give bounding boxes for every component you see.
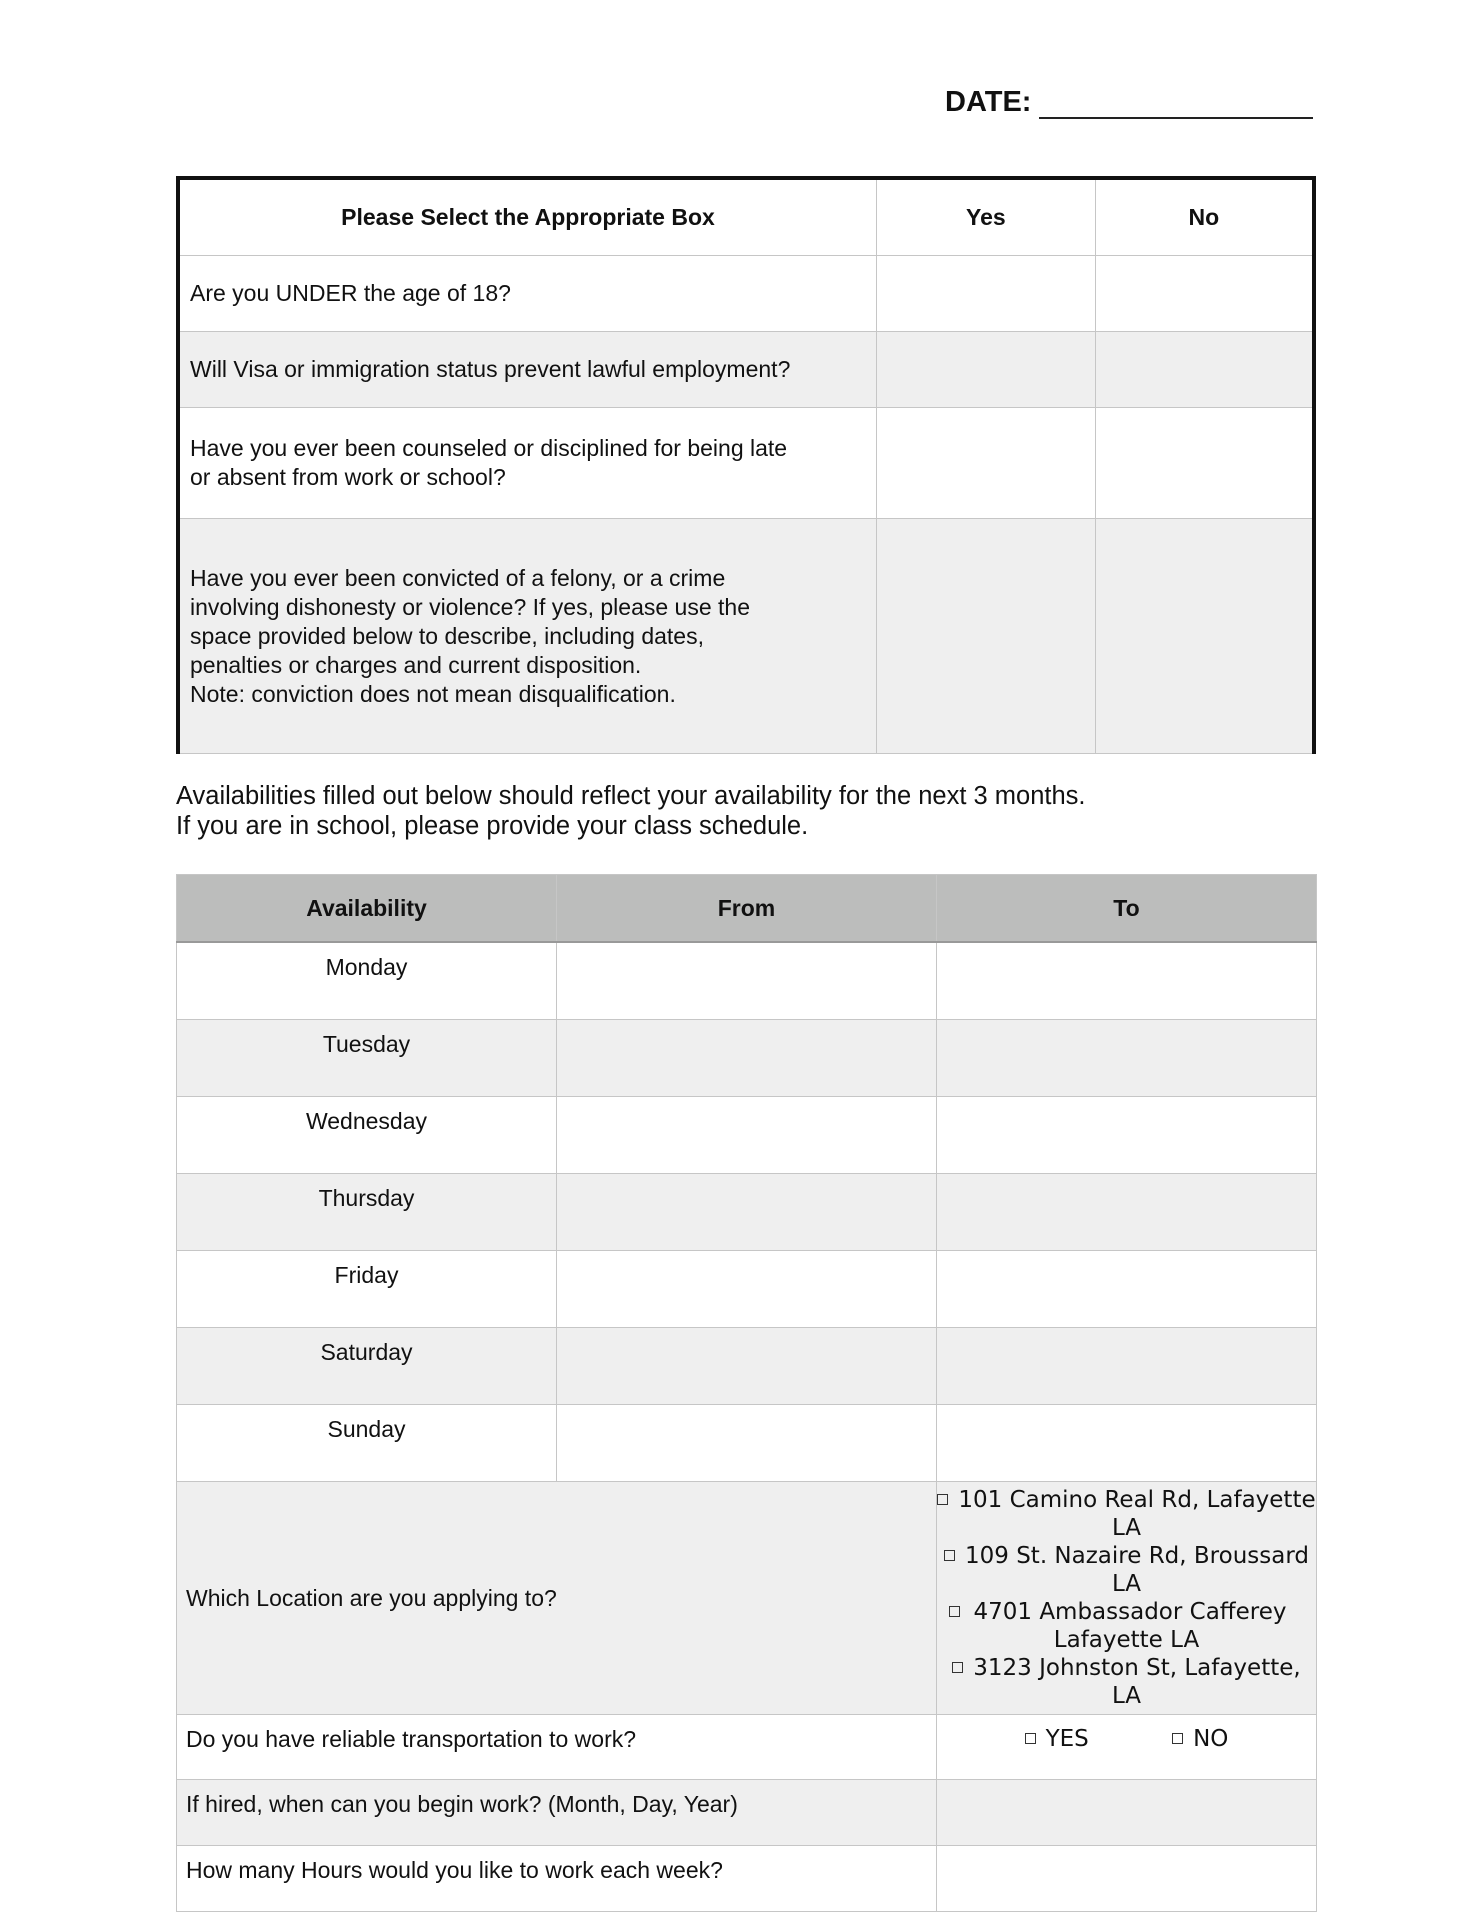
screening-row-age <box>178 256 1314 332</box>
from-cell[interactable] <box>557 942 937 1020</box>
checkbox-icon[interactable] <box>937 1494 948 1505</box>
answer-yes-cell[interactable] <box>877 332 1096 408</box>
date-field <box>945 86 1313 119</box>
answer-yes-cell[interactable] <box>877 256 1096 332</box>
question-attendance: Have you ever been counseled or disciplined for being late or absent from work or school? <box>178 408 877 519</box>
screening-header-yes: Yes <box>877 178 1096 256</box>
transportation-row <box>177 1715 1317 1780</box>
day-row-tuesday <box>177 1020 1317 1097</box>
day-row-wednesday <box>177 1097 1317 1174</box>
start-date-cell[interactable] <box>937 1780 1317 1846</box>
from-header: From <box>557 875 937 943</box>
day-row-friday <box>177 1251 1317 1328</box>
to-cell[interactable] <box>937 1405 1317 1482</box>
from-cell[interactable] <box>557 1328 937 1405</box>
checkbox-icon[interactable] <box>949 1606 960 1617</box>
to-cell[interactable] <box>937 1020 1317 1097</box>
screening-row-attendance <box>178 408 1314 519</box>
transportation-options <box>937 1715 1317 1780</box>
day-label: Saturday <box>177 1328 557 1405</box>
start-date-question: If hired, when can you begin work? (Month, Day, Year) <box>177 1780 937 1846</box>
location-option[interactable]: 101 Camino Real Rd, Lafayette LA <box>937 1486 1316 1542</box>
day-row-sunday <box>177 1405 1317 1482</box>
day-label: Wednesday <box>177 1097 557 1174</box>
hours-row <box>177 1846 1317 1912</box>
location-row <box>177 1482 1317 1715</box>
location-option[interactable]: 3123 Johnston St, Lafayette, LA <box>937 1654 1316 1710</box>
date-input-line[interactable] <box>1039 87 1313 119</box>
from-cell[interactable] <box>557 1097 937 1174</box>
location-options <box>937 1482 1317 1715</box>
transportation-question: Do you have reliable transportation to work? <box>177 1715 937 1780</box>
instruction-line: Availabilities filled out below should reflect your availability for the next 3 months. <box>176 782 1086 810</box>
answer-no-cell[interactable] <box>1095 256 1314 332</box>
from-cell[interactable] <box>557 1174 937 1251</box>
yes-option[interactable]: YES <box>1025 1725 1089 1753</box>
instruction-line: If you are in school, please provide your class schedule. <box>176 812 809 840</box>
location-option-continued: Lafayette LA <box>1053 1627 1200 1653</box>
screening-table <box>176 176 1316 754</box>
day-label: Monday <box>177 942 557 1020</box>
answer-no-cell[interactable] <box>1095 519 1314 754</box>
screening-header-no: No <box>1095 178 1314 256</box>
answer-no-cell[interactable] <box>1095 332 1314 408</box>
question-conviction: Have you ever been convicted of a felony, or a crime involving dishonesty or violence? If yes, please use the space provided below to describe, including dates, penalties or charges and current disposition. Note: conviction does not mean disqualification. <box>178 519 877 754</box>
to-cell[interactable] <box>937 942 1317 1020</box>
question-visa: Will Visa or immigration status prevent lawful employment? <box>178 332 877 408</box>
screening-row-visa <box>178 332 1314 408</box>
to-header: To <box>937 875 1317 943</box>
day-label: Tuesday <box>177 1020 557 1097</box>
screening-row-conviction <box>178 519 1314 754</box>
availability-table <box>176 874 1317 1912</box>
day-label: Sunday <box>177 1405 557 1482</box>
answer-yes-cell[interactable] <box>877 519 1096 754</box>
day-row-thursday <box>177 1174 1317 1251</box>
to-cell[interactable] <box>937 1097 1317 1174</box>
checkbox-icon[interactable] <box>952 1662 963 1673</box>
day-label: Thursday <box>177 1174 557 1251</box>
checkbox-icon[interactable] <box>1172 1733 1183 1744</box>
question-age: Are you UNDER the age of 18? <box>178 256 877 332</box>
day-row-monday <box>177 942 1317 1020</box>
no-option[interactable]: NO <box>1172 1725 1228 1753</box>
day-label: Friday <box>177 1251 557 1328</box>
screening-header-question: Please Select the Appropriate Box <box>178 178 877 256</box>
to-cell[interactable] <box>937 1328 1317 1405</box>
hours-question: How many Hours would you like to work each week? <box>177 1846 937 1912</box>
date-label: DATE: <box>945 86 1032 118</box>
location-option[interactable]: 4701 Ambassador Cafferey <box>937 1598 1316 1626</box>
answer-no-cell[interactable] <box>1095 408 1314 519</box>
availability-instructions <box>176 781 1086 841</box>
from-cell[interactable] <box>557 1405 937 1482</box>
location-question: Which Location are you applying to? <box>177 1482 937 1715</box>
location-option[interactable]: 109 St. Nazaire Rd, Broussard LA <box>937 1542 1316 1598</box>
checkbox-icon[interactable] <box>1025 1733 1036 1744</box>
day-row-saturday <box>177 1328 1317 1405</box>
hours-cell[interactable] <box>937 1846 1317 1912</box>
availability-header: Availability <box>177 875 557 943</box>
answer-yes-cell[interactable] <box>877 408 1096 519</box>
from-cell[interactable] <box>557 1251 937 1328</box>
to-cell[interactable] <box>937 1174 1317 1251</box>
to-cell[interactable] <box>937 1251 1317 1328</box>
start-date-row <box>177 1780 1317 1846</box>
checkbox-icon[interactable] <box>944 1550 955 1561</box>
from-cell[interactable] <box>557 1020 937 1097</box>
